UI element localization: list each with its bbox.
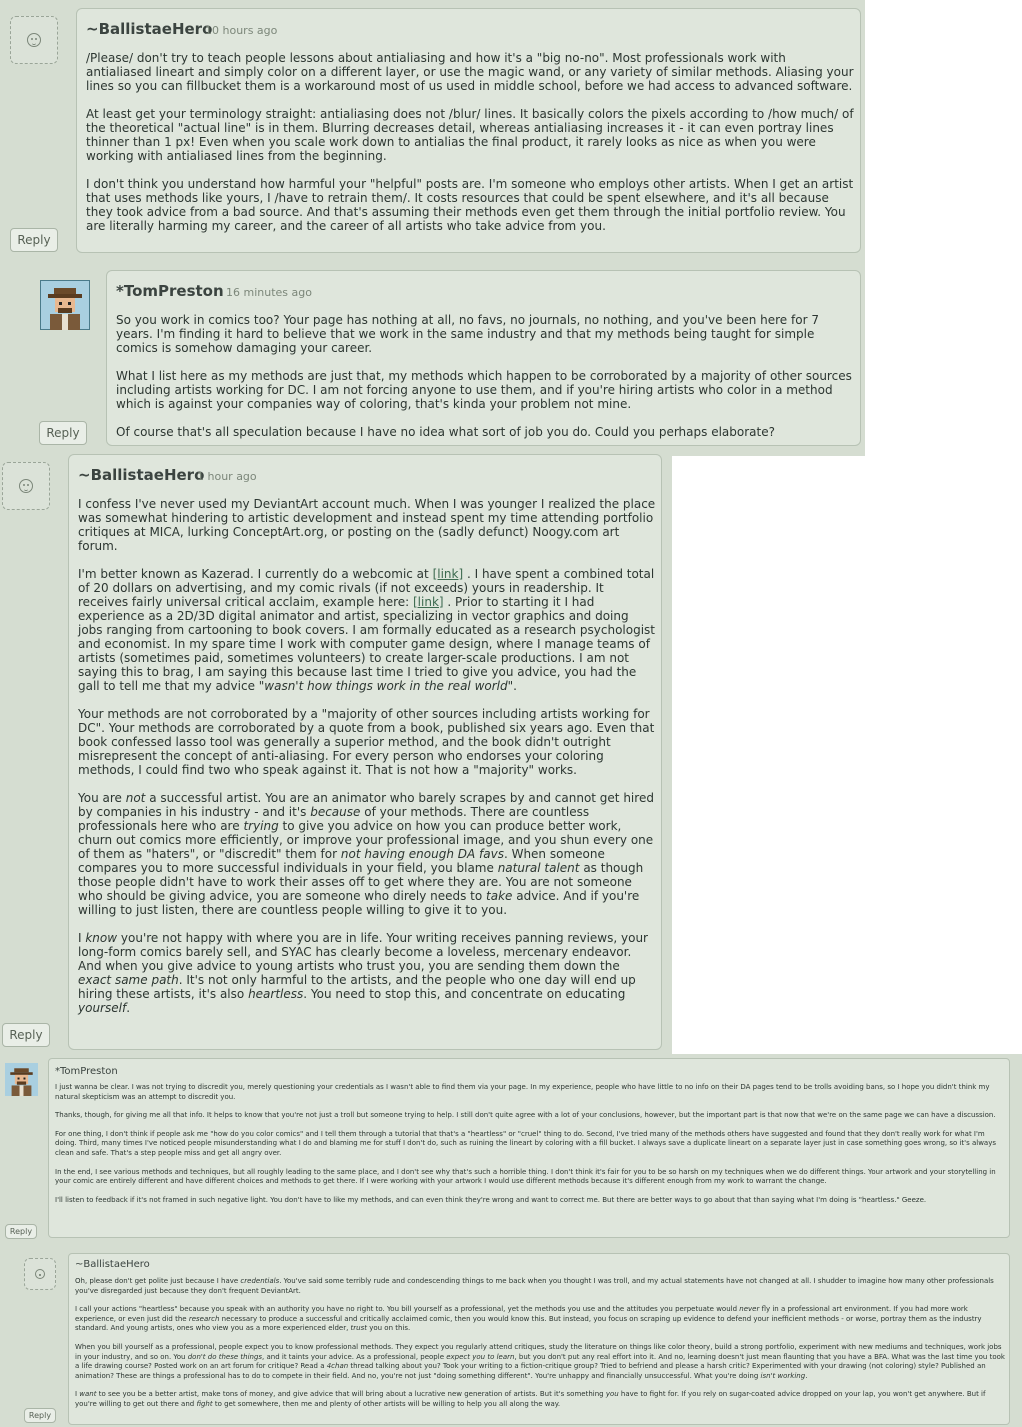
text-run-italic: want <box>79 1390 97 1399</box>
text-run-italic: take <box>486 889 513 903</box>
text-run: to get somewhere, then me and plenty of other artists will be willing to help you all along the way. <box>212 1399 561 1408</box>
comment-username[interactable]: ~BallistaeHero <box>86 20 213 38</box>
comment-username[interactable]: ~BallistaeHero <box>78 466 205 484</box>
comment-box <box>76 8 861 253</box>
comment-username[interactable]: *TomPreston <box>55 1066 118 1077</box>
comment-body <box>75 1277 1005 1410</box>
comment-paragraph: So you work in comics too? Your page has nothing at all, no favs, no journals, no nothing, and you've been here for 7 years. I'm finding it hard to believe that we work in the same industry and that my methods being taught for simple comics is somehow damaging your career. <box>116 313 819 355</box>
review-link[interactable]: [link] <box>413 595 444 609</box>
text-run: of your methods. There are countless professionals here who are <box>78 805 590 833</box>
text-run: . When someone compares you to more successful individuals in your field, you blame <box>78 847 605 875</box>
text-run-italic: yourself <box>78 1001 127 1015</box>
smiley-face-icon <box>35 1269 45 1279</box>
comment-username[interactable]: *TomPreston <box>116 282 224 300</box>
comment-paragraph <box>78 931 656 1015</box>
text-run-italic: trying <box>243 819 279 833</box>
user-avatar-icon[interactable] <box>40 280 90 330</box>
reply-button[interactable]: Reply <box>2 1023 50 1047</box>
comment-paragraph: I just wanna be clear. I was not trying to discredit you, merely questioning your credentials as I wasn't able to find them via your page. In my experience, people who have little to no info on their DA pages tend to be trolls avoiding bans, so I hope you didn't think my natural skepticism was an attempt to discredit you. <box>55 1083 990 1101</box>
text-run: . <box>126 1001 131 1015</box>
text-run-italic: wasn't how things work in the real world <box>264 679 508 693</box>
default-avatar-icon[interactable] <box>2 462 50 510</box>
text-run-italic: natural talent <box>497 861 580 875</box>
text-run: fly in a professional art environment. If you had more work experience, or even just did the <box>75 1305 968 1323</box>
comment-body <box>55 1083 1005 1205</box>
comment-paragraph <box>78 567 656 693</box>
comment-body <box>86 51 854 233</box>
comment-paragraph: I'll listen to feedback if it's not framed in such negative light. You don't have to like my methods, and can even think they're wrong and want to correct me. But there are better ways to go about that than saying what I'm doing is "heartless." Geeze. <box>55 1195 927 1204</box>
text-run-italic: you <box>605 1390 619 1399</box>
text-run: you on this. <box>367 1324 411 1333</box>
comment-paragraph: In the end, I see various methods and techniques, but all roughly leading to the same place, and I don't see why that's such a horrible thing. I don't think it's fair for you to be so harsh on my techniques when we do different things. Your artwork and your storytelling in your comic are entirely different and have different choices and methods to get there. If I were working with your artwork I would use different methods because it's different enough from my work to warrant the change. <box>55 1167 996 1186</box>
text-run: I'm better known as Kazerad. I currently do a webcomic at <box>78 567 433 581</box>
comment-paragraph: I don't think you understand how harmful your "helpful" posts are. I'm someone who employs other artists. When I get an artist that uses methods like yours, I /have to retrain them/. It costs resources that could be spent elsewhere, and it's all because they took advice from a bad source. And that's assuming their methods even get them through the initial portfolio review. You are literally harming my career, and the career of all artists who take advice from you. <box>86 177 854 233</box>
default-avatar-icon[interactable] <box>24 1258 56 1290</box>
text-run: . I have spent a combined total of 20 dollars on advertising, and my comic rivals (if not exceeds) yours in readership. It receives fairly universal critical acclaim, example here: <box>78 567 655 609</box>
reply-button[interactable]: Reply <box>24 1408 56 1423</box>
comment-username[interactable]: ~BallistaeHero <box>75 1259 150 1270</box>
webcomic-link[interactable]: [link] <box>432 567 464 581</box>
text-run: I call your actions "heartless" because you speak with an authority you have no right to. You bill yourself as a professional, yet the methods you use and the attitudes you perpetuate would <box>75 1305 740 1314</box>
text-run: You are <box>78 791 126 805</box>
text-run: I <box>75 1390 80 1399</box>
comment-paragraph: Thanks, though, for giving me all that info. It helps to know that you're not just a troll but someone trying to help. I still don't quite agree with a lot of your conclusions, however, but the important part is that now that we're on the same page we can have a discussion. <box>55 1111 996 1120</box>
comment-box <box>106 270 861 446</box>
text-run-italic: fight <box>196 1399 213 1408</box>
text-run: , and it taints your advice. As a professional, people <box>262 1352 447 1361</box>
comment-paragraph: For one thing, I don't think if people ask me "how do you color comics" and I tell them through a tutorial that that's a "heartless" or "cruel" thing to do. Second, I've tried many of the methods others have suggested and found that they don't really work for what I'm doing. Third, many times I've noticed people misunderstanding what I do and blaming me for stuff I don't do, such as ruining the lineart by coloring with a fill bucket. I always save a duplicate lineart on a separate layer just in case something goes wrong, so it's always clean and safe. That's a step people miss and get all angry over. <box>55 1129 997 1157</box>
comment-paragraph: At least get your terminology straight: antialiasing does not /blur/ lines. It basically colors the pixels according to /how much/ of the theoretical "actual line" is in them. Blurring decreases detail, whereas antialiasing increases it - it can even portray lines thinner than 1 px! Even when you scale work down to antialias the final product, it rarely looks as nice as when you were working with antialiased lines from the beginning. <box>86 107 854 163</box>
text-run: a successful artist. You are an animator who barely scrapes by and cannot get hired by companies in his industry - and it's <box>78 791 654 819</box>
text-run: necessary to produce a successful and critically acclaimed comic, then you would know this. But instead, you focus on scraping up evidence to defend your inefficient methods - or worse, portray them as the industry standard. And young artists, ones who view you as a more experienced elder, <box>75 1314 982 1333</box>
text-run: . It's not only harmful to the artists, and the people who one day will end up hiring these artists, it's also <box>78 973 636 1001</box>
text-run-italic: not having enough DA favs <box>340 847 504 861</box>
comment-body <box>116 313 854 439</box>
comment-box <box>68 1253 1010 1425</box>
smiley-face-icon <box>19 479 33 493</box>
comment-paragraph: What I list here as my methods are just that, my methods which happen to be corroborated by a majority of other sources including artists working for DC. I am not forcing anyone to use them, and if you're hiring artists who color in a method which is against your companies way of coloring, that's kinda your problem not mine. <box>116 369 852 411</box>
text-run-italic: expect you to learn <box>446 1352 515 1361</box>
text-run: When you bill yourself as a professional, people expect you to know professional methods. They expect you regularly attend critiques, study the literature on things like color theory, build a strong portfolio, experiment with new mediums and techniques, work jobs in your industry, and so on. You <box>75 1342 1002 1361</box>
text-run-italic: not <box>125 791 146 805</box>
comment-paragraph <box>75 1305 1005 1334</box>
text-run: , but you don't put any real effort into it. And no, learning doesn't just mean flaunting that you have a BFA. What was the last time you took a life drawing course? Posted work on an art forum for critique? Read a <box>75 1352 1005 1371</box>
text-run: . <box>805 1371 808 1380</box>
text-run-italic: credentials <box>240 1277 280 1285</box>
text-run: I <box>78 931 86 945</box>
text-run: to give you advice on how you can produce better work, churn out comics more efficiently, or improve your professional image, and you shun every one of them as "haters", or "discredit" them for <box>78 819 654 861</box>
comment-paragraph: /Please/ don't try to teach people lessons about antialiasing and how it's a "big no-no". Most professionals work with antialiased lineart and simply color on a different layer, or use the magic wand, or any variety of similar methods. Aliasing your lines so you can fillbucket them is a workaround most of us used in middle school, before we had access to advanced software. <box>86 51 854 93</box>
comment-paragraph <box>75 1390 1005 1409</box>
text-run: ". <box>507 679 517 693</box>
comment-paragraph: Of course that's all speculation because I have no idea what sort of job you do. Could you perhaps elaborate? <box>116 425 775 439</box>
text-run-italic: exact same path <box>78 973 179 987</box>
comment-box <box>68 454 662 1050</box>
text-run-italic: never <box>739 1305 760 1314</box>
text-run-italic: know <box>85 931 118 945</box>
comment-timestamp[interactable]: 10 hours ago <box>205 24 278 37</box>
text-run: as though those people didn't have to work their asses off to get where they are. You are not someone who should be giving advice, you are someone who direly needs to <box>78 861 644 903</box>
reply-button[interactable]: Reply <box>39 421 87 445</box>
text-run-italic: isn't working <box>760 1371 806 1380</box>
text-run: . You need to stop this, and concentrate on educating <box>303 987 626 1001</box>
text-run: . Prior to starting it I had experience as a 2D/3D digital animator and artist, specializing in vector graphics and doing jobs ranging from cartooning to book covers. I am formally educated as a research psychologist and economist. In my spare time I work with computer game design, where I manage teams of artists (sometimes paid, sometimes volunteers) to create larger-scale productions. I am not saying this to brag, I am saying this because last time I tried to give you advice, you had the gall to tell me that my advice " <box>78 595 656 693</box>
comment-paragraph: I confess I've never used my DeviantArt account much. When I was younger I realized the place was somewhat hindering to artistic development and instead spent my time attending portfolio critiques at MICA, lurking ConceptArt.org, or posting on the (sadly defunct) Noogy.com art forum. <box>78 497 656 553</box>
comment-timestamp[interactable]: 1 hour ago <box>197 470 257 483</box>
comment-paragraph <box>78 791 656 917</box>
text-run-italic: trust <box>350 1324 367 1333</box>
reply-button[interactable]: Reply <box>10 228 58 252</box>
default-avatar-icon[interactable] <box>10 16 58 64</box>
smiley-face-icon <box>27 33 41 47</box>
text-run: Oh, please don't get polite just because I have <box>75 1277 241 1285</box>
text-run: advice. And if you're willing to just listen, there are countless people willing to give it to you. <box>78 889 640 917</box>
reply-button[interactable]: Reply <box>5 1224 37 1239</box>
comment-paragraph: Your methods are not corroborated by a "majority of other sources including artists working for DC". Your methods are corroborated by a quote from a book, published six years ago. Even that book confessed lasso tool was generally a superior method, and the book didn't outright misrepresent the concept of anti-aliasing. For every person who endorses your coloring methods, I could find two who speak against it. That is not how a "majority" works. <box>78 707 655 777</box>
text-run: . You've said some terribly rude and condescending things to me back when you thought I was troll, and my actual statements have not changed at all. I shudder to imagine how many other professionals you've disregarded just because they don't frequent DeviantArt. <box>75 1277 994 1295</box>
text-run-italic: because <box>310 805 361 819</box>
comment-paragraph <box>75 1277 1005 1296</box>
text-run: you're not happy with where you are in life. Your writing receives panning reviews, your long-form comics barely sell, and SYAC has clearly become a loveless, mercenary endeavor. And when you give advice to young artists who trust you, you are sending them down the <box>78 931 648 973</box>
text-run-italic: 4chan <box>326 1362 349 1371</box>
text-run: to see you be a better artist, make tons of money, and give advice that will bring about a lucrative new generation of artists. But it's something <box>96 1390 606 1399</box>
text-run-italic: heartless <box>248 987 304 1001</box>
text-run: have to fight for. If you rely on sugar-coated advice dropped on your lap, you won't get anywhere. But if you're willing to get out there and <box>75 1390 986 1408</box>
text-run-italic: don't do these things <box>187 1352 263 1361</box>
comment-body <box>78 497 656 1015</box>
user-avatar-icon[interactable] <box>5 1063 38 1096</box>
text-run: thread talking about you? Took your writing to a fiction-critique group? Tried to befriend and please a harsh critic? Experimented with your drawing (not coloring) style? Published an animation? These are things a professional has to do to compete in their field. And no, you're not just "doing something different". You're unhappy and financially unsuccessful. What you're doing <box>75 1362 986 1380</box>
comment-timestamp[interactable]: 16 minutes ago <box>226 286 312 299</box>
text-run-italic: research <box>188 1314 220 1323</box>
comment-paragraph <box>75 1343 1005 1381</box>
comment-box <box>48 1058 1010 1238</box>
